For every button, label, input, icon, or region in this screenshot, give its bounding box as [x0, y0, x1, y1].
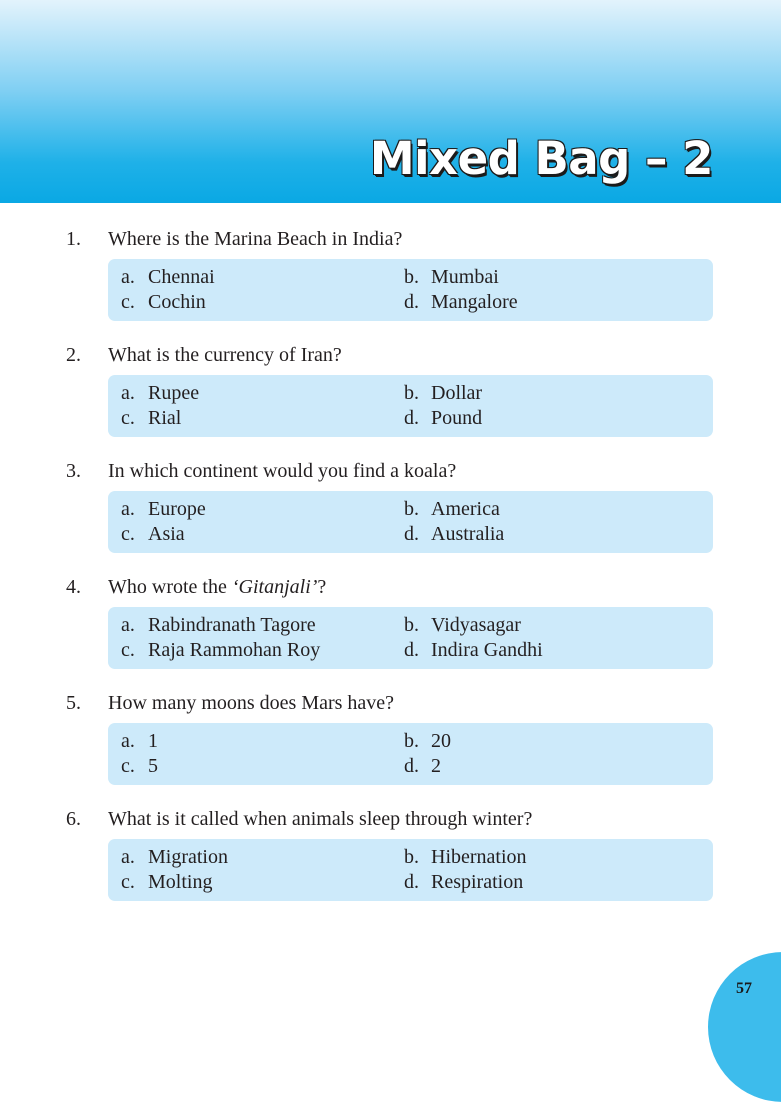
- question-text: How many moons does Mars have?: [108, 692, 395, 714]
- option-letter: b.: [404, 614, 419, 636]
- question-2: [0, 343, 781, 443]
- option-letter: a.: [121, 846, 135, 868]
- option-letter: a.: [121, 730, 135, 752]
- option-text: 20: [431, 730, 451, 752]
- page-title: Mixed Bag – 2: [369, 132, 713, 185]
- page-number: 57: [736, 980, 752, 997]
- options-box: [108, 375, 713, 437]
- option-letter: a.: [121, 614, 135, 636]
- option-b[interactable]: [404, 729, 451, 753]
- question-number: 6.: [66, 808, 81, 830]
- option-text: Cochin: [148, 291, 206, 313]
- option-text: Europe: [148, 498, 206, 520]
- option-c[interactable]: [121, 406, 181, 430]
- option-text: Molting: [148, 871, 213, 893]
- option-letter: d.: [404, 523, 419, 545]
- option-letter: a.: [121, 498, 135, 520]
- option-b[interactable]: [404, 497, 500, 521]
- option-text: 5: [148, 755, 158, 777]
- option-a[interactable]: [121, 381, 199, 405]
- option-text: Rial: [148, 407, 182, 429]
- option-d[interactable]: [404, 754, 441, 778]
- option-text: Dollar: [431, 382, 483, 404]
- option-b[interactable]: [404, 613, 521, 637]
- question-number: 4.: [66, 576, 81, 598]
- options-box: [108, 607, 713, 669]
- book-title: ‘Gitanjali’: [231, 576, 318, 598]
- option-c[interactable]: [121, 754, 158, 778]
- question-text: [108, 575, 326, 599]
- question-4: [0, 575, 781, 675]
- option-text: Mangalore: [431, 291, 518, 313]
- question-number: 3.: [66, 460, 81, 482]
- options-box: [108, 259, 713, 321]
- option-text: Mumbai: [431, 266, 499, 288]
- question-5: [0, 691, 781, 791]
- option-a[interactable]: [121, 613, 316, 637]
- option-letter: d.: [404, 871, 419, 893]
- option-text: 2: [431, 755, 441, 777]
- option-letter: c.: [121, 407, 135, 429]
- option-text: Chennai: [148, 266, 215, 288]
- option-a[interactable]: [121, 845, 228, 869]
- option-letter: b.: [404, 498, 419, 520]
- option-c[interactable]: [121, 522, 185, 546]
- question-text-start: Who wrote the: [108, 576, 232, 598]
- question-text-end: ?: [317, 576, 327, 598]
- question-text: What is the currency of Iran?: [108, 344, 342, 366]
- option-d[interactable]: [404, 406, 482, 430]
- option-b[interactable]: [404, 265, 499, 289]
- option-c[interactable]: [121, 870, 212, 894]
- option-letter: b.: [404, 730, 419, 752]
- option-letter: a.: [121, 266, 135, 288]
- option-b[interactable]: [404, 381, 482, 405]
- option-letter: c.: [121, 523, 135, 545]
- option-text: Hibernation: [431, 846, 527, 868]
- option-c[interactable]: [121, 638, 320, 662]
- option-letter: c.: [121, 871, 135, 893]
- option-text: Respiration: [431, 871, 524, 893]
- options-box: [108, 491, 713, 553]
- option-text: Asia: [148, 523, 185, 545]
- option-letter: d.: [404, 291, 419, 313]
- option-d[interactable]: [404, 290, 518, 314]
- option-letter: d.: [404, 755, 419, 777]
- option-text: America: [431, 498, 500, 520]
- option-letter: d.: [404, 407, 419, 429]
- option-text: Australia: [431, 523, 505, 545]
- option-text: 1: [148, 730, 158, 752]
- option-b[interactable]: [404, 845, 527, 869]
- option-c[interactable]: [121, 290, 206, 314]
- option-text: Raja Rammohan Roy: [148, 639, 321, 661]
- option-d[interactable]: [404, 522, 504, 546]
- question-number: 2.: [66, 344, 81, 366]
- option-d[interactable]: [404, 638, 543, 662]
- option-letter: b.: [404, 266, 419, 288]
- question-text: In which continent would you find a koala?: [108, 460, 457, 482]
- page-header-banner: [0, 0, 781, 203]
- option-d[interactable]: [404, 870, 523, 894]
- question-6: [0, 807, 781, 907]
- option-letter: c.: [121, 291, 135, 313]
- option-letter: c.: [121, 755, 135, 777]
- option-text: Migration: [148, 846, 228, 868]
- option-a[interactable]: [121, 729, 158, 753]
- question-1: [0, 227, 781, 327]
- option-text: Rabindranath Tagore: [148, 614, 316, 636]
- question-3: [0, 459, 781, 559]
- option-letter: a.: [121, 382, 135, 404]
- option-letter: b.: [404, 846, 419, 868]
- option-a[interactable]: [121, 497, 206, 521]
- option-text: Rupee: [148, 382, 200, 404]
- option-text: Pound: [431, 407, 483, 429]
- page-corner-decoration: [708, 952, 781, 1102]
- question-text: What is it called when animals sleep through winter?: [108, 808, 533, 830]
- question-text: Where is the Marina Beach in India?: [108, 228, 403, 250]
- option-text: Vidyasagar: [431, 614, 521, 636]
- option-a[interactable]: [121, 265, 215, 289]
- options-box: [108, 839, 713, 901]
- options-box: [108, 723, 713, 785]
- question-number: 1.: [66, 228, 81, 250]
- option-letter: b.: [404, 382, 419, 404]
- option-letter: d.: [404, 639, 419, 661]
- option-letter: c.: [121, 639, 135, 661]
- question-number: 5.: [66, 692, 81, 714]
- option-text: Indira Gandhi: [431, 639, 543, 661]
